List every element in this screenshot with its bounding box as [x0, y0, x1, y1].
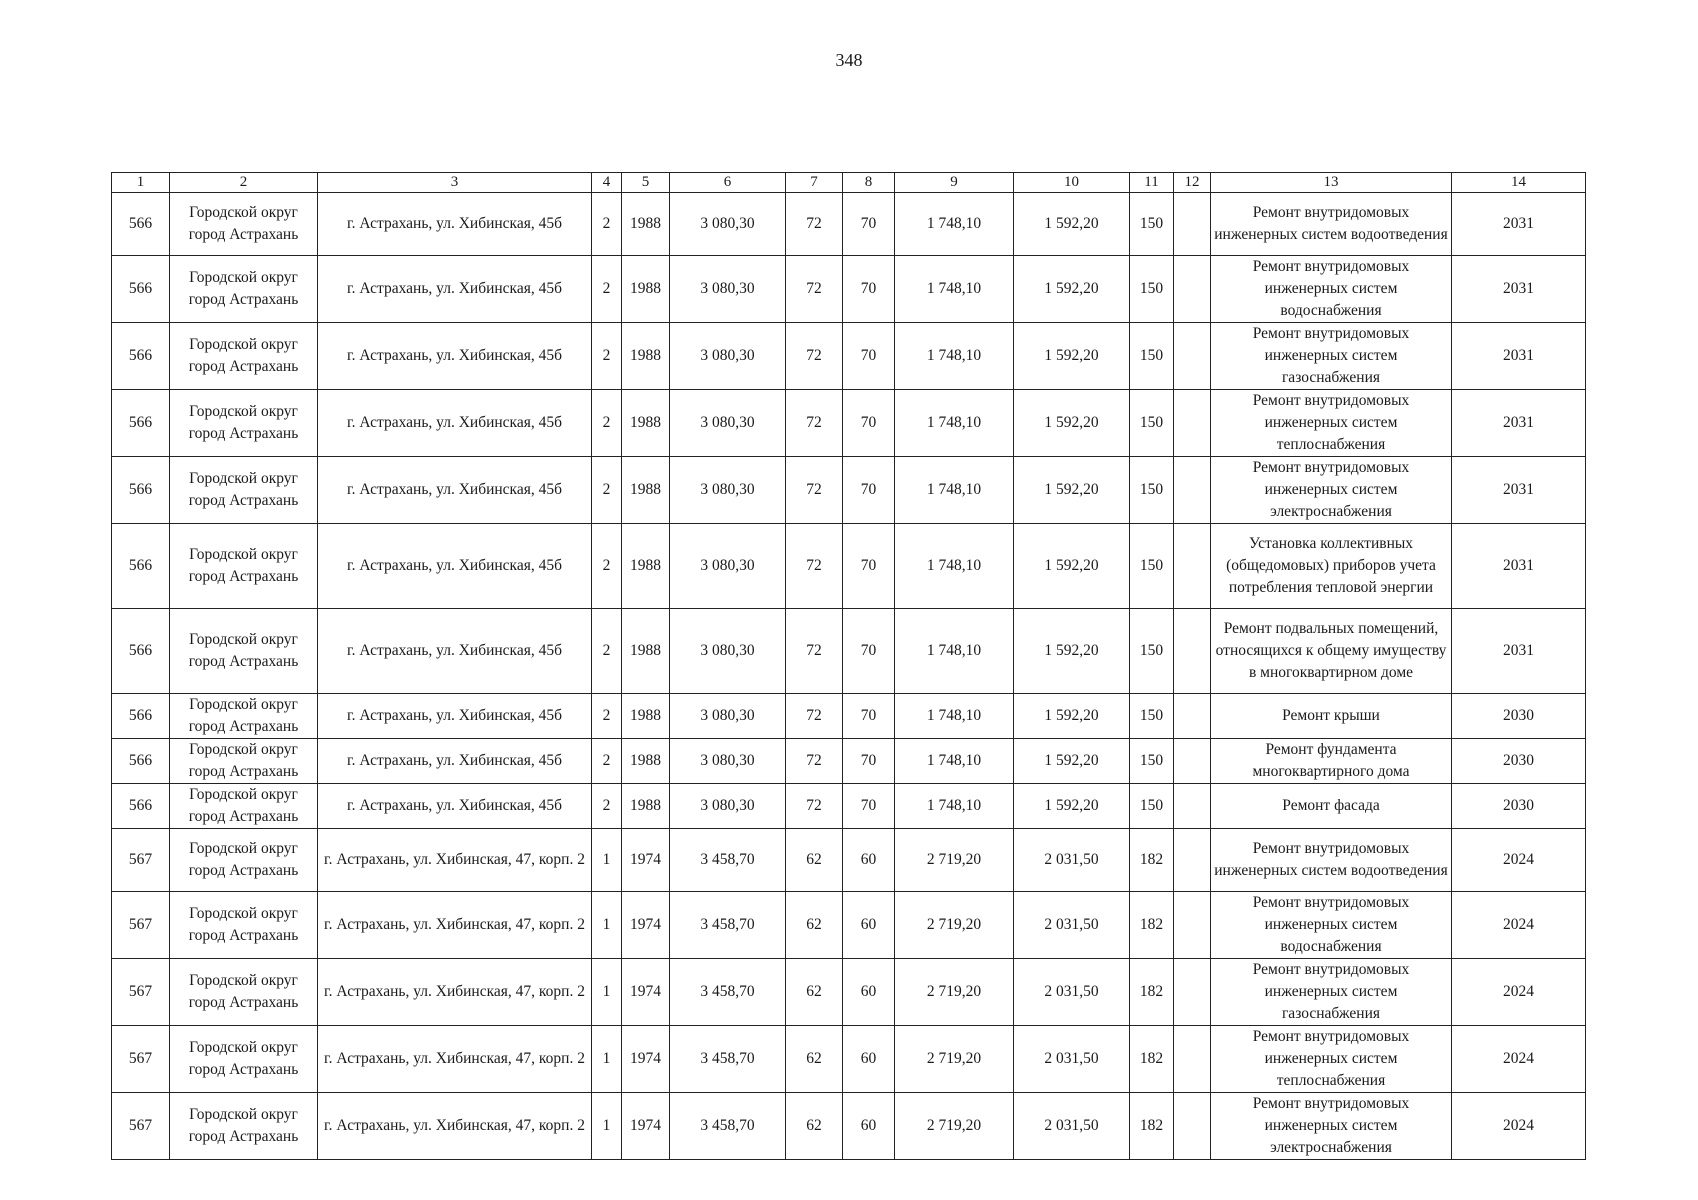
header-row: [112, 173, 1586, 193]
row-number: 567: [112, 1026, 170, 1093]
cell-col-6: 3 458,70: [670, 1093, 786, 1160]
cell-col-7: 72: [786, 390, 843, 457]
cell-col-7: 62: [786, 892, 843, 959]
table-row: [112, 784, 1586, 829]
cell-col-5: 1988: [622, 524, 670, 609]
cell-col-6: 3 080,30: [670, 784, 786, 829]
cell-col-9: 1 748,10: [895, 457, 1014, 524]
cell-col-11: 150: [1130, 784, 1174, 829]
cell-col-9: 1 748,10: [895, 739, 1014, 784]
cell-col-8: 60: [843, 959, 895, 1026]
cell-col-4: 1: [592, 959, 622, 1026]
cell-col-5: 1988: [622, 390, 670, 457]
cell-col-10: 1 592,20: [1014, 784, 1130, 829]
row-number: 567: [112, 892, 170, 959]
cell-col-10: 1 592,20: [1014, 524, 1130, 609]
cell-col-12: [1174, 892, 1211, 959]
work-type-cell: Ремонт подвальных помещений, относящихся к общему имуществу в многоквартирном доме: [1211, 609, 1452, 694]
cell-col-11: 150: [1130, 390, 1174, 457]
municipality-cell: Городской округ город Астрахань: [170, 892, 318, 959]
address-cell: г. Астрахань, ул. Хибинская, 45б: [318, 390, 592, 457]
table-row: [112, 829, 1586, 892]
page-number: 348: [835, 50, 863, 70]
column-header: 4: [592, 173, 622, 193]
row-number: 566: [112, 457, 170, 524]
cell-col-10: 1 592,20: [1014, 256, 1130, 323]
cell-col-9: 1 748,10: [895, 524, 1014, 609]
cell-col-4: 2: [592, 390, 622, 457]
table-row: [112, 609, 1586, 694]
planned-year-cell: 2031: [1452, 323, 1586, 390]
planned-year-cell: 2024: [1452, 959, 1586, 1026]
column-header: 1: [112, 173, 170, 193]
table-row: [112, 524, 1586, 609]
planned-year-cell: 2030: [1452, 694, 1586, 739]
cell-col-4: 1: [592, 829, 622, 892]
cell-col-6: 3 080,30: [670, 609, 786, 694]
cell-col-9: 2 719,20: [895, 1026, 1014, 1093]
row-number: 566: [112, 524, 170, 609]
cell-col-7: 72: [786, 524, 843, 609]
municipality-cell: Городской округ город Астрахань: [170, 1093, 318, 1160]
cell-col-6: 3 080,30: [670, 193, 786, 256]
cell-col-10: 2 031,50: [1014, 892, 1130, 959]
cell-col-9: 1 748,10: [895, 390, 1014, 457]
table-row: [112, 390, 1586, 457]
work-type-cell: Ремонт внутридомовых инженерных систем электроснабжения: [1211, 457, 1452, 524]
column-header: 12: [1174, 173, 1211, 193]
cell-col-12: [1174, 739, 1211, 784]
municipality-cell: Городской округ город Астрахань: [170, 959, 318, 1026]
cell-col-4: 1: [592, 892, 622, 959]
cell-col-6: 3 458,70: [670, 1026, 786, 1093]
cell-col-7: 72: [786, 323, 843, 390]
work-type-cell: Ремонт внутридомовых инженерных систем водоотведения: [1211, 193, 1452, 256]
cell-col-12: [1174, 829, 1211, 892]
municipality-cell: Городской округ город Астрахань: [170, 457, 318, 524]
cell-col-12: [1174, 390, 1211, 457]
cell-col-5: 1988: [622, 784, 670, 829]
cell-col-6: 3 458,70: [670, 892, 786, 959]
column-header: 2: [170, 173, 318, 193]
work-type-cell: Ремонт внутридомовых инженерных систем электроснабжения: [1211, 1093, 1452, 1160]
cell-col-7: 72: [786, 784, 843, 829]
cell-col-11: 150: [1130, 524, 1174, 609]
address-cell: г. Астрахань, ул. Хибинская, 45б: [318, 739, 592, 784]
cell-col-10: 1 592,20: [1014, 609, 1130, 694]
address-cell: г. Астрахань, ул. Хибинская, 45б: [318, 457, 592, 524]
row-number: 566: [112, 784, 170, 829]
municipality-cell: Городской округ город Астрахань: [170, 193, 318, 256]
cell-col-7: 72: [786, 193, 843, 256]
table-row: [112, 323, 1586, 390]
work-type-cell: Ремонт фасада: [1211, 784, 1452, 829]
row-number: 566: [112, 390, 170, 457]
municipality-cell: Городской округ город Астрахань: [170, 609, 318, 694]
planned-year-cell: 2030: [1452, 739, 1586, 784]
planned-year-cell: 2031: [1452, 390, 1586, 457]
cell-col-6: 3 080,30: [670, 256, 786, 323]
cell-col-12: [1174, 609, 1211, 694]
cell-col-8: 70: [843, 609, 895, 694]
cell-col-4: 2: [592, 193, 622, 256]
cell-col-9: 1 748,10: [895, 193, 1014, 256]
cell-col-7: 62: [786, 829, 843, 892]
cell-col-10: 2 031,50: [1014, 829, 1130, 892]
cell-col-12: [1174, 256, 1211, 323]
cell-col-5: 1988: [622, 256, 670, 323]
cell-col-11: 150: [1130, 457, 1174, 524]
cell-col-7: 72: [786, 739, 843, 784]
row-number: 566: [112, 609, 170, 694]
planned-year-cell: 2031: [1452, 524, 1586, 609]
cell-col-6: 3 080,30: [670, 739, 786, 784]
cell-col-5: 1974: [622, 892, 670, 959]
address-cell: г. Астрахань, ул. Хибинская, 45б: [318, 193, 592, 256]
cell-col-11: 182: [1130, 829, 1174, 892]
registry-table: [111, 172, 1586, 1160]
municipality-cell: Городской округ город Астрахань: [170, 390, 318, 457]
cell-col-4: 2: [592, 256, 622, 323]
cell-col-9: 1 748,10: [895, 694, 1014, 739]
cell-col-11: 150: [1130, 193, 1174, 256]
cell-col-12: [1174, 694, 1211, 739]
planned-year-cell: 2024: [1452, 1093, 1586, 1160]
work-type-cell: Ремонт внутридомовых инженерных систем теплоснабжения: [1211, 390, 1452, 457]
cell-col-4: 2: [592, 457, 622, 524]
cell-col-4: 2: [592, 694, 622, 739]
address-cell: г. Астрахань, ул. Хибинская, 45б: [318, 323, 592, 390]
municipality-cell: Городской округ город Астрахань: [170, 323, 318, 390]
work-type-cell: Установка коллективных (общедомовых) приборов учета потребления тепловой энергии: [1211, 524, 1452, 609]
cell-col-9: 2 719,20: [895, 829, 1014, 892]
cell-col-8: 60: [843, 829, 895, 892]
cell-col-7: 72: [786, 256, 843, 323]
cell-col-5: 1988: [622, 323, 670, 390]
planned-year-cell: 2024: [1452, 892, 1586, 959]
cell-col-6: 3 458,70: [670, 829, 786, 892]
address-cell: г. Астрахань, ул. Хибинская, 47, корп. 2: [318, 1026, 592, 1093]
cell-col-11: 150: [1130, 256, 1174, 323]
cell-col-8: 60: [843, 1026, 895, 1093]
cell-col-10: 1 592,20: [1014, 739, 1130, 784]
cell-col-8: 70: [843, 390, 895, 457]
row-number: 567: [112, 829, 170, 892]
address-cell: г. Астрахань, ул. Хибинская, 47, корп. 2: [318, 1093, 592, 1160]
row-number: 566: [112, 193, 170, 256]
planned-year-cell: 2024: [1452, 829, 1586, 892]
column-header: 14: [1452, 173, 1586, 193]
cell-col-9: 2 719,20: [895, 959, 1014, 1026]
planned-year-cell: 2031: [1452, 609, 1586, 694]
municipality-cell: Городской округ город Астрахань: [170, 1026, 318, 1093]
table-row: [112, 1026, 1586, 1093]
address-cell: г. Астрахань, ул. Хибинская, 45б: [318, 609, 592, 694]
planned-year-cell: 2031: [1452, 256, 1586, 323]
cell-col-6: 3 080,30: [670, 390, 786, 457]
work-type-cell: Ремонт внутридомовых инженерных систем водоотведения: [1211, 829, 1452, 892]
address-cell: г. Астрахань, ул. Хибинская, 45б: [318, 784, 592, 829]
table-row: [112, 457, 1586, 524]
work-type-cell: Ремонт внутридомовых инженерных систем водоснабжения: [1211, 256, 1452, 323]
cell-col-11: 182: [1130, 959, 1174, 1026]
cell-col-9: 1 748,10: [895, 256, 1014, 323]
cell-col-9: 2 719,20: [895, 892, 1014, 959]
cell-col-5: 1974: [622, 959, 670, 1026]
cell-col-9: 1 748,10: [895, 323, 1014, 390]
cell-col-5: 1988: [622, 739, 670, 784]
address-cell: г. Астрахань, ул. Хибинская, 45б: [318, 256, 592, 323]
cell-col-7: 62: [786, 1093, 843, 1160]
cell-col-9: 1 748,10: [895, 609, 1014, 694]
table-row: [112, 739, 1586, 784]
cell-col-9: 2 719,20: [895, 1093, 1014, 1160]
cell-col-11: 182: [1130, 892, 1174, 959]
cell-col-5: 1988: [622, 457, 670, 524]
cell-col-8: 70: [843, 256, 895, 323]
cell-col-8: 60: [843, 892, 895, 959]
cell-col-7: 62: [786, 959, 843, 1026]
address-cell: г. Астрахань, ул. Хибинская, 45б: [318, 524, 592, 609]
address-cell: г. Астрахань, ул. Хибинская, 47, корп. 2: [318, 829, 592, 892]
cell-col-9: 1 748,10: [895, 784, 1014, 829]
planned-year-cell: 2024: [1452, 1026, 1586, 1093]
cell-col-4: 2: [592, 739, 622, 784]
cell-col-8: 70: [843, 739, 895, 784]
cell-col-4: 2: [592, 784, 622, 829]
column-header: 13: [1211, 173, 1452, 193]
municipality-cell: Городской округ город Астрахань: [170, 256, 318, 323]
cell-col-6: 3 080,30: [670, 323, 786, 390]
planned-year-cell: 2031: [1452, 193, 1586, 256]
cell-col-12: [1174, 1093, 1211, 1160]
column-header: 11: [1130, 173, 1174, 193]
row-number: 566: [112, 739, 170, 784]
table-body: [112, 193, 1586, 1160]
work-type-cell: Ремонт крыши: [1211, 694, 1452, 739]
cell-col-6: 3 458,70: [670, 959, 786, 1026]
row-number: 566: [112, 256, 170, 323]
column-header: 3: [318, 173, 592, 193]
cell-col-5: 1988: [622, 609, 670, 694]
planned-year-cell: 2031: [1452, 457, 1586, 524]
address-cell: г. Астрахань, ул. Хибинская, 47, корп. 2: [318, 892, 592, 959]
table-row: [112, 256, 1586, 323]
cell-col-10: 2 031,50: [1014, 1093, 1130, 1160]
cell-col-10: 2 031,50: [1014, 1026, 1130, 1093]
column-header: 5: [622, 173, 670, 193]
work-type-cell: Ремонт фундамента многоквартирного дома: [1211, 739, 1452, 784]
cell-col-10: 1 592,20: [1014, 390, 1130, 457]
cell-col-5: 1974: [622, 1093, 670, 1160]
cell-col-8: 70: [843, 457, 895, 524]
row-number: 567: [112, 959, 170, 1026]
column-header: 7: [786, 173, 843, 193]
cell-col-12: [1174, 524, 1211, 609]
municipality-cell: Городской округ город Астрахань: [170, 829, 318, 892]
cell-col-6: 3 080,30: [670, 524, 786, 609]
cell-col-11: 150: [1130, 694, 1174, 739]
cell-col-7: 62: [786, 1026, 843, 1093]
cell-col-10: 1 592,20: [1014, 193, 1130, 256]
cell-col-4: 1: [592, 1093, 622, 1160]
municipality-cell: Городской округ город Астрахань: [170, 694, 318, 739]
column-header: 9: [895, 173, 1014, 193]
cell-col-12: [1174, 784, 1211, 829]
cell-col-8: 70: [843, 784, 895, 829]
table-row: [112, 193, 1586, 256]
cell-col-12: [1174, 959, 1211, 1026]
work-type-cell: Ремонт внутридомовых инженерных систем газоснабжения: [1211, 959, 1452, 1026]
cell-col-7: 72: [786, 609, 843, 694]
cell-col-11: 182: [1130, 1093, 1174, 1160]
cell-col-6: 3 080,30: [670, 694, 786, 739]
cell-col-10: 1 592,20: [1014, 694, 1130, 739]
cell-col-8: 70: [843, 524, 895, 609]
cell-col-10: 2 031,50: [1014, 959, 1130, 1026]
municipality-cell: Городской округ город Астрахань: [170, 524, 318, 609]
cell-col-11: 150: [1130, 609, 1174, 694]
cell-col-12: [1174, 457, 1211, 524]
cell-col-4: 2: [592, 323, 622, 390]
municipality-cell: Городской округ город Астрахань: [170, 784, 318, 829]
planned-year-cell: 2030: [1452, 784, 1586, 829]
table-row: [112, 892, 1586, 959]
column-header: 8: [843, 173, 895, 193]
cell-col-4: 1: [592, 1026, 622, 1093]
cell-col-7: 72: [786, 694, 843, 739]
work-type-cell: Ремонт внутридомовых инженерных систем газоснабжения: [1211, 323, 1452, 390]
cell-col-7: 72: [786, 457, 843, 524]
row-number: 566: [112, 323, 170, 390]
row-number: 567: [112, 1093, 170, 1160]
cell-col-10: 1 592,20: [1014, 323, 1130, 390]
cell-col-11: 150: [1130, 739, 1174, 784]
cell-col-8: 70: [843, 193, 895, 256]
cell-col-5: 1974: [622, 829, 670, 892]
column-header: 6: [670, 173, 786, 193]
cell-col-11: 182: [1130, 1026, 1174, 1093]
cell-col-8: 70: [843, 694, 895, 739]
cell-col-12: [1174, 323, 1211, 390]
cell-col-8: 60: [843, 1093, 895, 1160]
cell-col-5: 1974: [622, 1026, 670, 1093]
table-row: [112, 1093, 1586, 1160]
cell-col-12: [1174, 193, 1211, 256]
address-cell: г. Астрахань, ул. Хибинская, 47, корп. 2: [318, 959, 592, 1026]
cell-col-5: 1988: [622, 193, 670, 256]
cell-col-11: 150: [1130, 323, 1174, 390]
work-type-cell: Ремонт внутридомовых инженерных систем теплоснабжения: [1211, 1026, 1452, 1093]
address-cell: г. Астрахань, ул. Хибинская, 45б: [318, 694, 592, 739]
table-row: [112, 694, 1586, 739]
cell-col-8: 70: [843, 323, 895, 390]
cell-col-10: 1 592,20: [1014, 457, 1130, 524]
work-type-cell: Ремонт внутридомовых инженерных систем водоснабжения: [1211, 892, 1452, 959]
cell-col-4: 2: [592, 609, 622, 694]
cell-col-12: [1174, 1026, 1211, 1093]
cell-col-6: 3 080,30: [670, 457, 786, 524]
table-row: [112, 959, 1586, 1026]
cell-col-5: 1988: [622, 694, 670, 739]
column-header: 10: [1014, 173, 1130, 193]
row-number: 566: [112, 694, 170, 739]
cell-col-4: 2: [592, 524, 622, 609]
municipality-cell: Городской округ город Астрахань: [170, 739, 318, 784]
